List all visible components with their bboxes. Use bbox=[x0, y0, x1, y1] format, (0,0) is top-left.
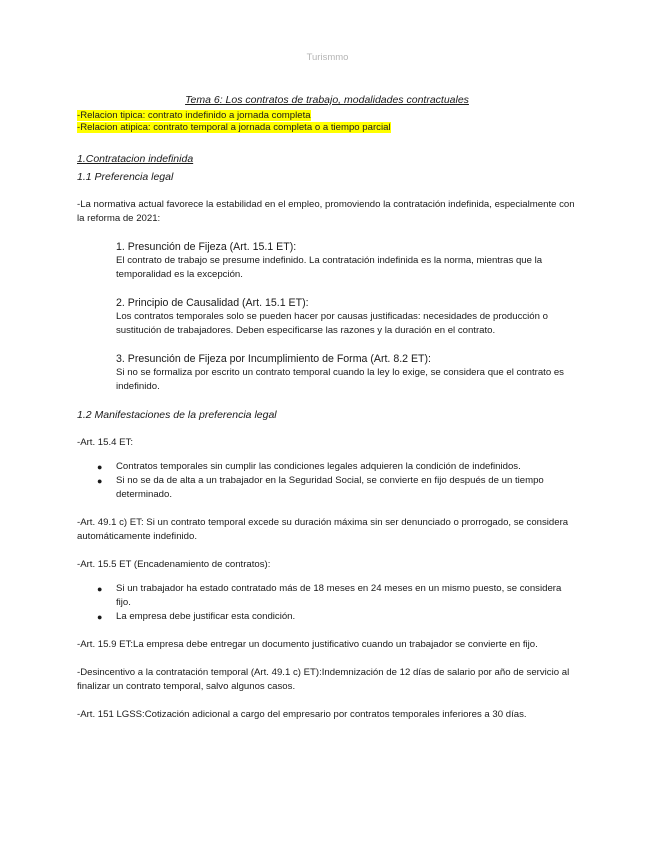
subsection-heading: 1.1 Preferencia legal bbox=[77, 171, 174, 183]
document-title: Tema 6: Los contratos de trabajo, modalidades contractuales bbox=[185, 94, 469, 106]
section-heading: 1.Contratacion indefinida bbox=[77, 153, 194, 165]
article-paragraph: -Art. 151 LGSS:Cotización adicional a cargo del empresario por contratos temporales inferiores a 30 días. bbox=[77, 709, 527, 720]
intro-paragraph: -La normativa actual favorece la estabilidad en el empleo, promoviendo la contratación indefinida, especialmente con la reforma de 2021: bbox=[77, 199, 575, 224]
highlight-typical: -Relacion tipica: contrato indefinido a jornada completa bbox=[77, 110, 311, 121]
list-item: ● Si un trabajador ha estado contratado más de 18 meses en 24 meses en un mismo puesto, se considera fijo. bbox=[97, 583, 562, 608]
list-item: ● Si no se da de alta a un trabajador en la Seguridad Social, se convierte en fijo después de un tiempo determinado. bbox=[97, 475, 544, 500]
article-paragraph: -Art. 49.1 c) ET: Si un contrato temporal excede su duración máxima sin ser denunciado o prorrogado, se considera automáticamente indefinido. bbox=[77, 517, 569, 542]
principle-text: Si no se formaliza por escrito un contrato temporal cuando la ley lo exige, se considera que el contrato es indefinido. bbox=[116, 367, 564, 392]
article-paragraph: -Art. 15.5 ET (Encadenamiento de contratos): bbox=[77, 559, 271, 570]
principle-text: El contrato de trabajo se presume indefinido. La contratación indefinida es la norma, mientras que la temporalidad es la excepción. bbox=[116, 255, 543, 280]
article-paragraph: -Art. 15.4 ET: bbox=[77, 437, 133, 448]
principle-item bbox=[116, 240, 577, 282]
principle-item bbox=[116, 296, 577, 338]
document-body bbox=[77, 93, 577, 722]
principle-text: Los contratos temporales solo se pueden hacer por causas justificadas: necesidades de producción o sustitución de trabajadores. Deben especificarse las razones y la duración en el contrato. bbox=[116, 311, 548, 336]
principle-heading: 1. Presunción de Fijeza (Art. 15.1 ET): bbox=[116, 241, 297, 253]
article-paragraph: -Desincentivo a la contratación temporal (Art. 49.1 c) ET):Indemnización de 12 días de salario por año de servicio al finalizar un contrato temporal, salvo algunos casos. bbox=[77, 667, 570, 692]
subsection-heading: 1.2 Manifestaciones de la preferencia legal bbox=[77, 409, 277, 421]
highlight-atypical: -Relacion atipica: contrato temporal a jornada completa o a tiempo parcial bbox=[77, 122, 391, 133]
principle-heading: 3. Presunción de Fijeza por Incumplimiento de Forma (Art. 8.2 ET): bbox=[116, 353, 431, 365]
bullet-icon: ● bbox=[97, 612, 103, 622]
principle-heading: 2. Principio de Causalidad (Art. 15.1 ET): bbox=[116, 297, 309, 309]
page-header: Turismmo bbox=[306, 52, 349, 63]
bullet-list bbox=[77, 582, 577, 624]
article-paragraph: -Art. 15.9 ET:La empresa debe entregar un documento justificativo cuando un trabajador se convierte en fijo. bbox=[77, 639, 538, 650]
list-item: ● La empresa debe justificar esta condición. bbox=[97, 611, 296, 622]
bullet-icon: ● bbox=[97, 462, 103, 472]
list-item: ● Contratos temporales sin cumplir las condiciones legales adquieren la condición de indefinidos. bbox=[97, 461, 521, 472]
bullet-icon: ● bbox=[97, 476, 103, 486]
bullet-icon: ● bbox=[97, 584, 103, 594]
principle-item bbox=[116, 352, 577, 394]
bullet-list bbox=[77, 460, 577, 502]
